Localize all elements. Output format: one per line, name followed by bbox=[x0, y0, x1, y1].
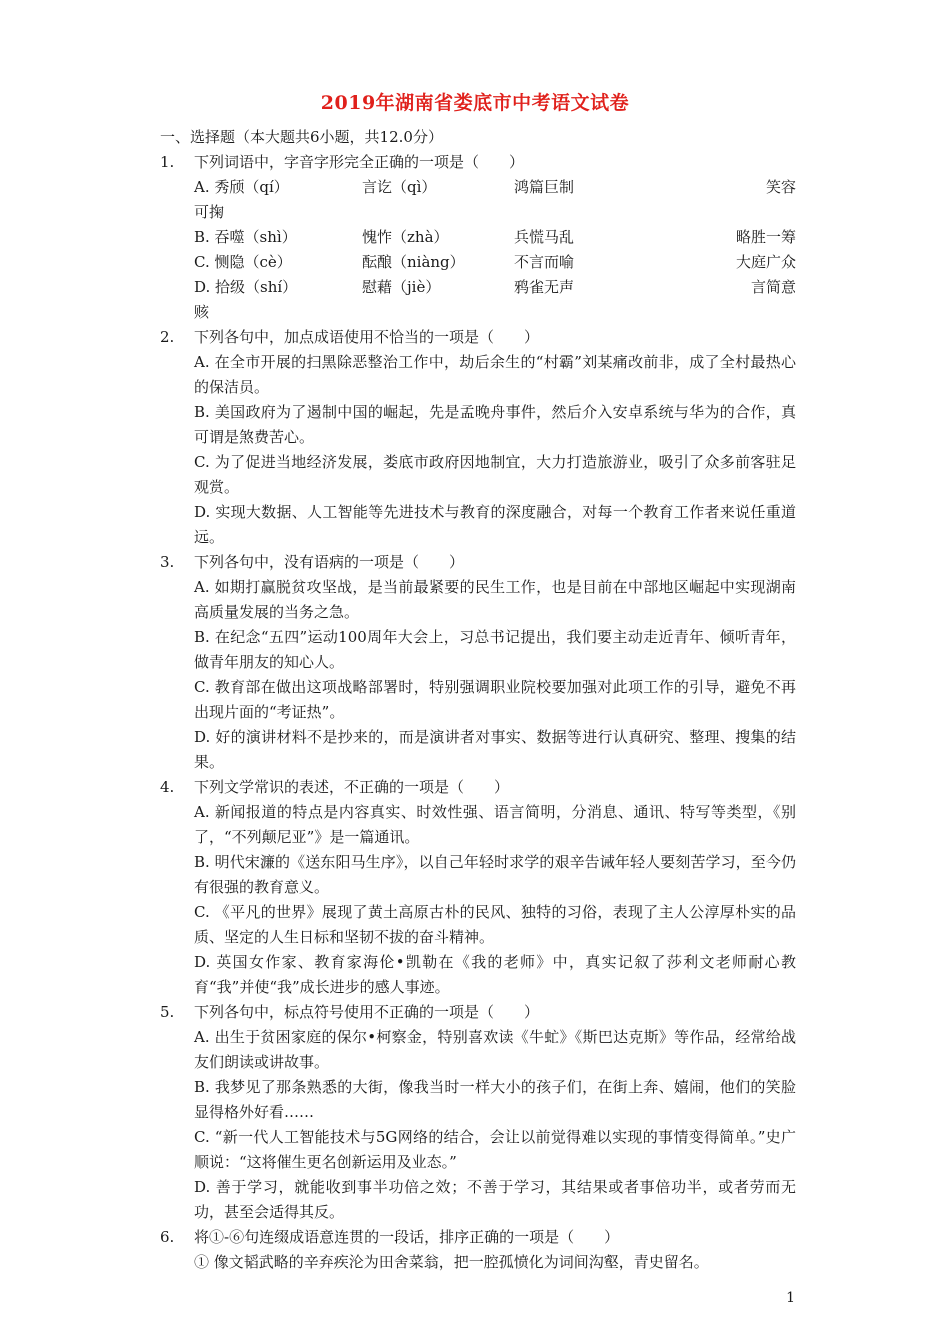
sentence-1: ① 像文韬武略的辛弃疾沦为田舍菜翁，把一腔孤愤化为词间沟壑，青史留名。 bbox=[194, 1253, 709, 1271]
option-c: C. 《平凡的世界》展现了黄土高原古朴的民风、独特的习俗，表现了主人公淳厚朴实的品质、坚定的人生日标和坚韧不拔的奋斗精神。 bbox=[194, 903, 796, 946]
page-number: 1 bbox=[786, 1290, 795, 1306]
question-3 bbox=[160, 550, 796, 775]
question-stem: 下列词语中，字音字形完全正确的一项是（ ） bbox=[194, 153, 525, 171]
question-5 bbox=[160, 1000, 796, 1225]
option-d-continued: 赅 bbox=[194, 303, 210, 321]
question-stem: 下列各句中，标点符号使用不正确的一项是（ ） bbox=[194, 1003, 540, 1021]
question-4 bbox=[160, 775, 796, 1000]
option-b: B. 明代宋濂的《送东阳马生序》，以自己年轻时求学的艰辛告诫年轻人要刻苦学习，至今仍有很强的教育意义。 bbox=[194, 853, 796, 896]
option-d: D. 英国女作家、教育家海伦•凯勒在《我的老师》中，真实记叙了莎利文老师耐心教育“我”并使“我”成长进步的感人事迹。 bbox=[194, 953, 796, 996]
option-a: A. 秀颀（qí） 言讫（qì） 鸿篇巨制 笑容 bbox=[194, 178, 796, 196]
question-stem: 下列各句中，加点成语使用不恰当的一项是（ ） bbox=[194, 328, 540, 346]
question-2 bbox=[160, 325, 796, 550]
option-b: B. 吞噬（shì） 愧怍（zhà） 兵慌马乱 略胜一筹 bbox=[194, 228, 796, 246]
option-d: D. 善于学习，就能收到事半功倍之效；不善于学习，其结果或者事倍功半，或者劳而无功，甚至会适得其反。 bbox=[194, 1178, 796, 1221]
exam-title: 2019年湖南省娄底市中考语文试卷 bbox=[320, 92, 630, 114]
option-c: C. 为了促进当地经济发展，娄底市政府因地制宜，大力打造旅游业，吸引了众多前客驻足观赏。 bbox=[194, 453, 796, 496]
option-d: D. 实现大数据、人工智能等先进技术与教育的深度融合，对每一个教育工作者来说任重道远。 bbox=[194, 503, 796, 546]
question-number: 5. bbox=[160, 1003, 175, 1021]
option-d: D. 拾级（shí） 慰藉（jiè） 鸦雀无声 言简意 bbox=[194, 278, 796, 296]
question-stem: 下列文学常识的表述，不正确的一项是（ ） bbox=[194, 778, 510, 796]
question-stem: 将①-⑥句连缀成语意连贯的一段话，排序正确的一项是（ ） bbox=[194, 1228, 620, 1246]
question-number: 1. bbox=[160, 153, 175, 171]
question-1 bbox=[160, 150, 796, 325]
option-b: B. 我梦见了那条熟悉的大街，像我当时一样大小的孩子们，在街上奔、嬉闹，他们的笑脸显得格外好看…… bbox=[194, 1078, 796, 1121]
question-list bbox=[160, 150, 796, 1275]
question-number: 4. bbox=[160, 778, 175, 796]
question-number: 2. bbox=[160, 328, 175, 346]
option-a: A. 在全市开展的扫黑除恶整治工作中，劫后余生的“村霸”刘某痛改前非，成了全村最热心的保洁员。 bbox=[194, 353, 796, 396]
option-d: D. 好的演讲材料不是抄来的，而是演讲者对事实、数据等进行认真研究、整理、搜集的结果。 bbox=[194, 728, 796, 771]
question-stem: 下列各句中，没有语病的一项是（ ） bbox=[194, 553, 465, 571]
option-a-continued: 可掬 bbox=[194, 203, 225, 221]
question-6 bbox=[160, 1225, 796, 1275]
option-b: B. 在纪念“五四”运动100周年大会上，习总书记提出，我们要主动走近青年、倾听青年，做青年朋友的知心人。 bbox=[194, 628, 796, 671]
option-b: B. 美国政府为了遏制中国的崛起，先是孟晚舟事件，然后介入安卓系统与华为的合作，真可谓是煞费苦心。 bbox=[194, 403, 796, 446]
section-heading: 一、选择题（本大题共6小题，共12.0分） bbox=[160, 128, 443, 146]
option-c: C. “新一代人工智能技术与5G网络的结合，会让以前觉得难以实现的事情变得简单。”史广顺说：“这将催生更名创新运用及业态。” bbox=[194, 1128, 796, 1171]
option-a: A. 新闻报道的特点是内容真实、时效性强、语言简明，分消息、通讯、特写等类型，《别了，“不列颠尼亚”》是一篇通讯。 bbox=[194, 803, 796, 846]
question-number: 3. bbox=[160, 553, 175, 571]
option-a: A. 出生于贫困家庭的保尔•柯察金，特别喜欢读《牛虻》《斯巴达克斯》等作品，经常给战友们朗读或讲故事。 bbox=[194, 1028, 796, 1071]
option-c: C. 恻隐（cè） 酝酿（niàng） 不言而喻 大庭广众 bbox=[194, 253, 796, 271]
option-c: C. 教育部在做出这项战略部署时，特别强调职业院校要加强对此项工作的引导，避免不再出现片面的“考证热”。 bbox=[194, 678, 796, 721]
option-a: A. 如期打赢脱贫攻坚战，是当前最紧要的民生工作，也是目前在中部地区崛起中实现湖南高质量发展的当务之急。 bbox=[194, 578, 796, 621]
question-number: 6. bbox=[160, 1228, 175, 1246]
